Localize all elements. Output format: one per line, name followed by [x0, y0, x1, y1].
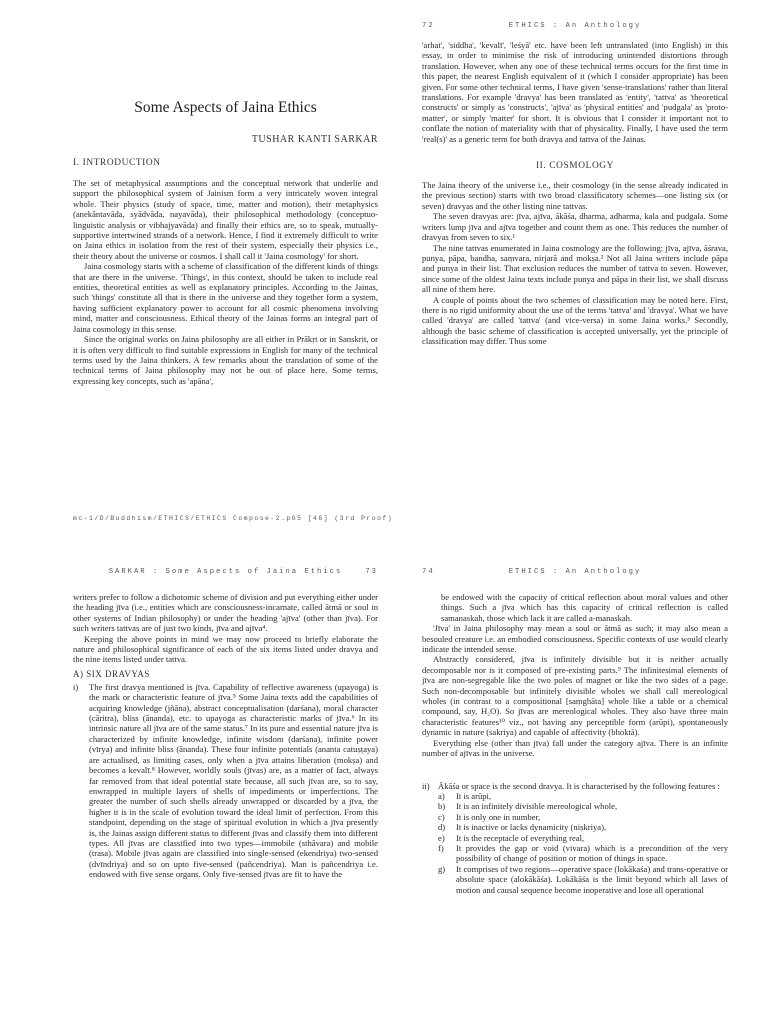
item-marker: g)	[438, 863, 446, 874]
paragraph: Jaina cosmology starts with a scheme of classification of the different kinds of things that are there in the universe. 'Things', in this context, should be taken to include real entities, theoretical entities as well as explanatory principles. According to the Jainas, such 'things' constitute all that is there in the universe and they together form a system, having sufficient explanatory power to account for all cosmic phenomena involving mind, matter and consciousness. Ethical theory of the Jainas forms an integral part of Jaina cosmology in this sense.	[73, 261, 378, 334]
item-text: It is inactive or lacks dynamicity (niṣkriya),	[456, 822, 607, 833]
page-71	[73, 0, 378, 540]
paragraph: Keeping the above points in mind we may now proceed to briefly elaborate the nature and philosophical significance of each of the six items listed under dravya and the nine items listed under tattva.	[73, 633, 378, 665]
item-marker: i)	[73, 681, 79, 692]
item-marker: b)	[438, 801, 446, 812]
paragraph: The Jaina theory of the universe i.e., their cosmology (in the sense already indicated in the previous section) starts with two broad classificatory schemes—one listing six (or seven) dravyas and the other listing nine tattvas.	[422, 180, 728, 211]
running-head-title: SARKAR : Some Aspects of Jaina Ethics	[108, 568, 343, 576]
paragraph: The nine tattvas enumerated in Jaina cosmology are the following: jīva, ajīva, āśrava, punya, pāpa, bandha, saṃvara, nirjarā and mokṣa.² Not all Jaina writers include pāpa and punya in their list. That exclusion reduces the number of tattva to seven. However, since some of the oldest Jaina texts include punya and pāpa in their list, we shall discuss all nine of them here.	[422, 242, 728, 295]
list-item	[438, 791, 728, 801]
list-item	[438, 864, 728, 895]
item-marker: f)	[438, 842, 444, 853]
paragraph: Since the original works on Jaina philosophy are all either in Prākṛt or in Sanskrit, or it is often very difficult to find suitable expressions in English for many of the technical terms used by the Jaina thinkers. A few remarks about the translation of some of the technical terms of Jaina philosophy may not be out of place here. Some terms, expressing key concepts, such as 'apāna',	[73, 334, 378, 386]
list-item	[438, 843, 728, 864]
running-header	[73, 566, 378, 578]
list-item	[438, 812, 728, 822]
paragraph: Everything else (other than jīva) fall under the category ajīva. There is an infinite number of ajīvas in the universe.	[422, 737, 728, 759]
item-marker: a)	[438, 790, 445, 801]
paragraph: The first dravya mentioned is jīva. Capability of reflective awareness (upayoga) is the mark or characteristic feature of jīva.⁵ Some Jaina texts add the capabilities of acquiring knowledge (jñāna), abstract conceptualisation (darśana), moral character (cāritra), bliss (ānanda), etc. to upayoga as characteristic marks of jīva.⁶ In its intrinsic nature all jīva are of the same status.⁷ In its pure and essential nature jīva is characterized by infinite knowledge, infinite wisdom (darśana), infinite power (vīrya) and infinite bliss (ānanda). These four infinite potentials (ananta catuṣṭaya) are actualised, as limiting cases, only when a jīva attains liberation (mokṣa) and becomes a kevalī.⁸ However, worldly souls (jīvas) are, as a matter of fact, always far removed from that ideal potential state because, all such jīvas are, so to say, enwrapped in multiple layers of shells of impediments or imperfections. The greater the number of such shells already unwrapped or discarded by a jīva, the higher it is in the scale of evolution toward the ideal limit of perfection. From this standpoint, depending on the stage of spiritual evolution in which a jīva presently is, the Jainas assign different status to different jīvas and classify them into different types. All jīvas are classified into two types—immobile (sthāvara) and mobile (trasa). Mobile jīvas again are classified into single-sensed (ekendriya) two-sensed (dvīndriya) and so on upto five-sensed (pañcendriya). Man is pañcendriya i.e. endowed with five sense organs. Only five-sensed jīvas are fit to have the	[89, 681, 378, 880]
section-heading-cosmology: II. COSMOLOGY	[535, 161, 615, 172]
running-head-title: ETHICS : An Anthology	[508, 22, 642, 30]
page-74	[422, 560, 728, 1024]
subsection-heading-six-dravyas: A) SIX DRAVYAS	[73, 668, 150, 679]
section-heading-introduction: I. INTRODUCTION	[73, 158, 161, 168]
list-item	[422, 781, 728, 791]
item-text: It is only one in number,	[456, 811, 541, 822]
item-marker: c)	[438, 811, 445, 822]
paragraph: Ākāśa or space is the second dravya. It is characterised by the following features :	[438, 780, 720, 791]
item-text: It is arūpi,	[456, 790, 492, 801]
paragraph: writers prefer to follow a dichotomic scheme of division and put everything either under the heading jīva (i.e., entities which are consciousness-incarnate, called ātmā or soul in other systems of Indian philosophy) or under the heading 'ajīva' (other than jīva). For such writers tattvas are of just two kinds, jīva and ajīva⁴.	[73, 592, 378, 634]
article-title: Some Aspects of Jaina Ethics	[134, 99, 317, 116]
page-number: 74	[422, 568, 435, 576]
running-head-title: ETHICS : An Anthology	[508, 568, 642, 576]
article-author: TUSHAR KANTI SARKAR	[251, 134, 378, 145]
item-marker: e)	[438, 832, 445, 843]
list-item	[438, 833, 728, 843]
list-item	[438, 801, 728, 811]
item-marker: d)	[438, 822, 446, 833]
paragraph: A couple of points about the two schemes of classification may be noted here. First, there is no rigid uniformity about the use of the terms 'tattva' and 'dravya'. What we have called 'dravya' are called 'tattva' (and vice-versa) in some Jaina works.³ Secondly, although the basic scheme of classification is accepted universally, yet the principle of classification may differ. Thus some	[422, 294, 728, 347]
list-item	[73, 682, 378, 880]
paragraph: The set of metaphysical assumptions and the conceptual network that underlie and support the philosophical system of Jainism form a very intricately woven integral whole. Their physics (study of space, time, matter and motion), their metaphysics (anekāntavāda, syādvāda, nayavāda), their philosophical methodology (conceptuo-linguistic analysis or vibhajyavāda) and finally their ethics are, so to speak, mutually-supportive intertwined strands of a network. Hence, I find it extremely difficult to write on Jaina ethics in isolation from the rest of their system, especially their physics i.e., their theory about the universe or cosmos. I shall call it 'Jaina cosmology' for short.	[73, 178, 378, 261]
paragraph: be endowed with the capacity of critical reflection about moral values and other things. Such a jīva which has this capacity of critical reflection is called samanaskah, those which lack it are called a-manaskah.	[441, 592, 728, 623]
continued-item	[422, 592, 728, 623]
proof-footer: mc-1/D/Buddhism/ETHICS/ETHICS Compose-2.p65 [46] (3rd Proof)	[73, 515, 394, 522]
item-text: It is an infinitely divisible mereological whole,	[456, 801, 618, 812]
paragraph: Abstractly considered, jīva is infinitely divisible but it is neither actually decomposable nor is it composed of pre-existing parts.⁹ The infinitesimal elements of jīva are non-segregable like the two poles of magnet or like the two sides of a page. Such non-decomposable but infinitely divisible wholes we shall call mereological wholes (in contrast to a compositional [saṃghāta] whole like a table or a chemical compound, say, H₂O). So jīvas are mereological wholes. They also have three main characteristic features¹⁰ viz., not having any perceptible form (arūpi), spontaneously dynamic in nature (sakriya) and capable of affectivity (bhoktā).	[422, 654, 728, 738]
item-marker: ii)	[422, 780, 430, 791]
item-text: It comprises of two regions—operative space (lokākaśa) and trans-operative or absolute space (alokākāśa). Lokākāśa is the limit beyond which all laws of motion and causal sequence become inoperative and lose all operational	[456, 863, 728, 895]
page-number: 73	[365, 568, 378, 576]
running-header	[422, 566, 728, 578]
page-72	[422, 0, 728, 540]
list-item	[438, 822, 728, 832]
item-text: It is the receptacle of everything real,	[456, 832, 585, 843]
item-text: It provides the gap or void (vivara) which is a precondition of the very possibility of change of position or motion of things in space.	[456, 842, 728, 864]
running-header	[422, 20, 728, 32]
paragraph: 'arhat', 'siddha', 'kevalī', 'leśyā' etc. have been left untranslated (into English) in this essay, in order to minimise the risk of introducing unintended distortions through translation. However, when any one of these technical terms occurs for the first time in this paper, the nearest English equivalent of it (which I consider appropriate) has been given. For some other technical terms, I have given 'sense-translations' rather than literal translations. For example 'dravya' has been translated as 'entity', 'tattva' as 'theoretical constructs' or simply as 'constructs', 'ajīva' as 'physical entities' and 'pudgala' as 'proto-matter', or simply 'matter' for short. It is obvious that I consider it important not to conflate the notion of materiality with that of physicality. Finally, I have used the term 'real(s)' as a generic term for both dravya and tattva of the Jainas.	[422, 40, 728, 144]
paragraph: 'Jīva' in Jaina philosophy may mean a soul or ātmā as such; it may also mean a besouled creature i.e. an embodied consciousness. Specific contexts of use would clearly indicate the intended sense.	[422, 623, 728, 655]
page-number: 72	[422, 22, 435, 30]
paragraph: The seven dravyas are: jīva, ajīva, ākāśa, dharma, adharma, kala and pudgala. Some writers lump jīva and ajīva together and count them as one. This reduces the number of dravyas from seven to six.¹	[422, 211, 728, 243]
akasha-feature-list	[422, 791, 728, 895]
page-73	[73, 560, 378, 1024]
